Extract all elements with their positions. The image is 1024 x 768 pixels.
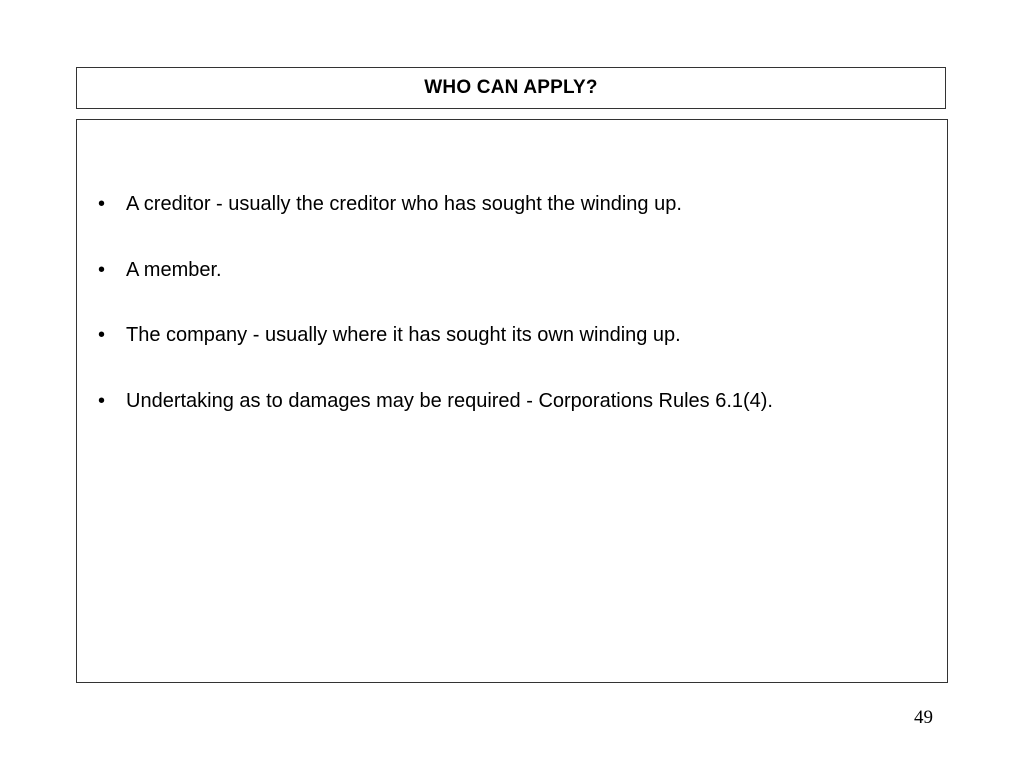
bullet-text: Undertaking as to damages may be required - Corporations Rules 6.1(4). xyxy=(126,389,773,412)
slide-title-box xyxy=(76,67,946,109)
bullet-item-company xyxy=(77,324,947,390)
bullet-item-member xyxy=(77,259,947,325)
bullet-marker: • xyxy=(97,258,105,281)
bullet-item-creditor xyxy=(77,193,947,259)
slide-title: WHO CAN APPLY? xyxy=(424,77,598,98)
bullet-item-undertaking xyxy=(77,390,947,456)
bullet-text: The company - usually where it has sought its own winding up. xyxy=(126,324,681,346)
slide-content-box xyxy=(76,119,948,683)
bullet-text: A creditor - usually the creditor who has sought the winding up. xyxy=(126,193,682,215)
bullet-marker: • xyxy=(97,193,105,215)
bullet-list xyxy=(77,193,947,455)
bullet-marker: • xyxy=(97,324,105,346)
bullet-marker: • xyxy=(97,389,105,412)
bullet-text: A member. xyxy=(126,258,222,281)
page-number: 49 xyxy=(914,707,933,728)
